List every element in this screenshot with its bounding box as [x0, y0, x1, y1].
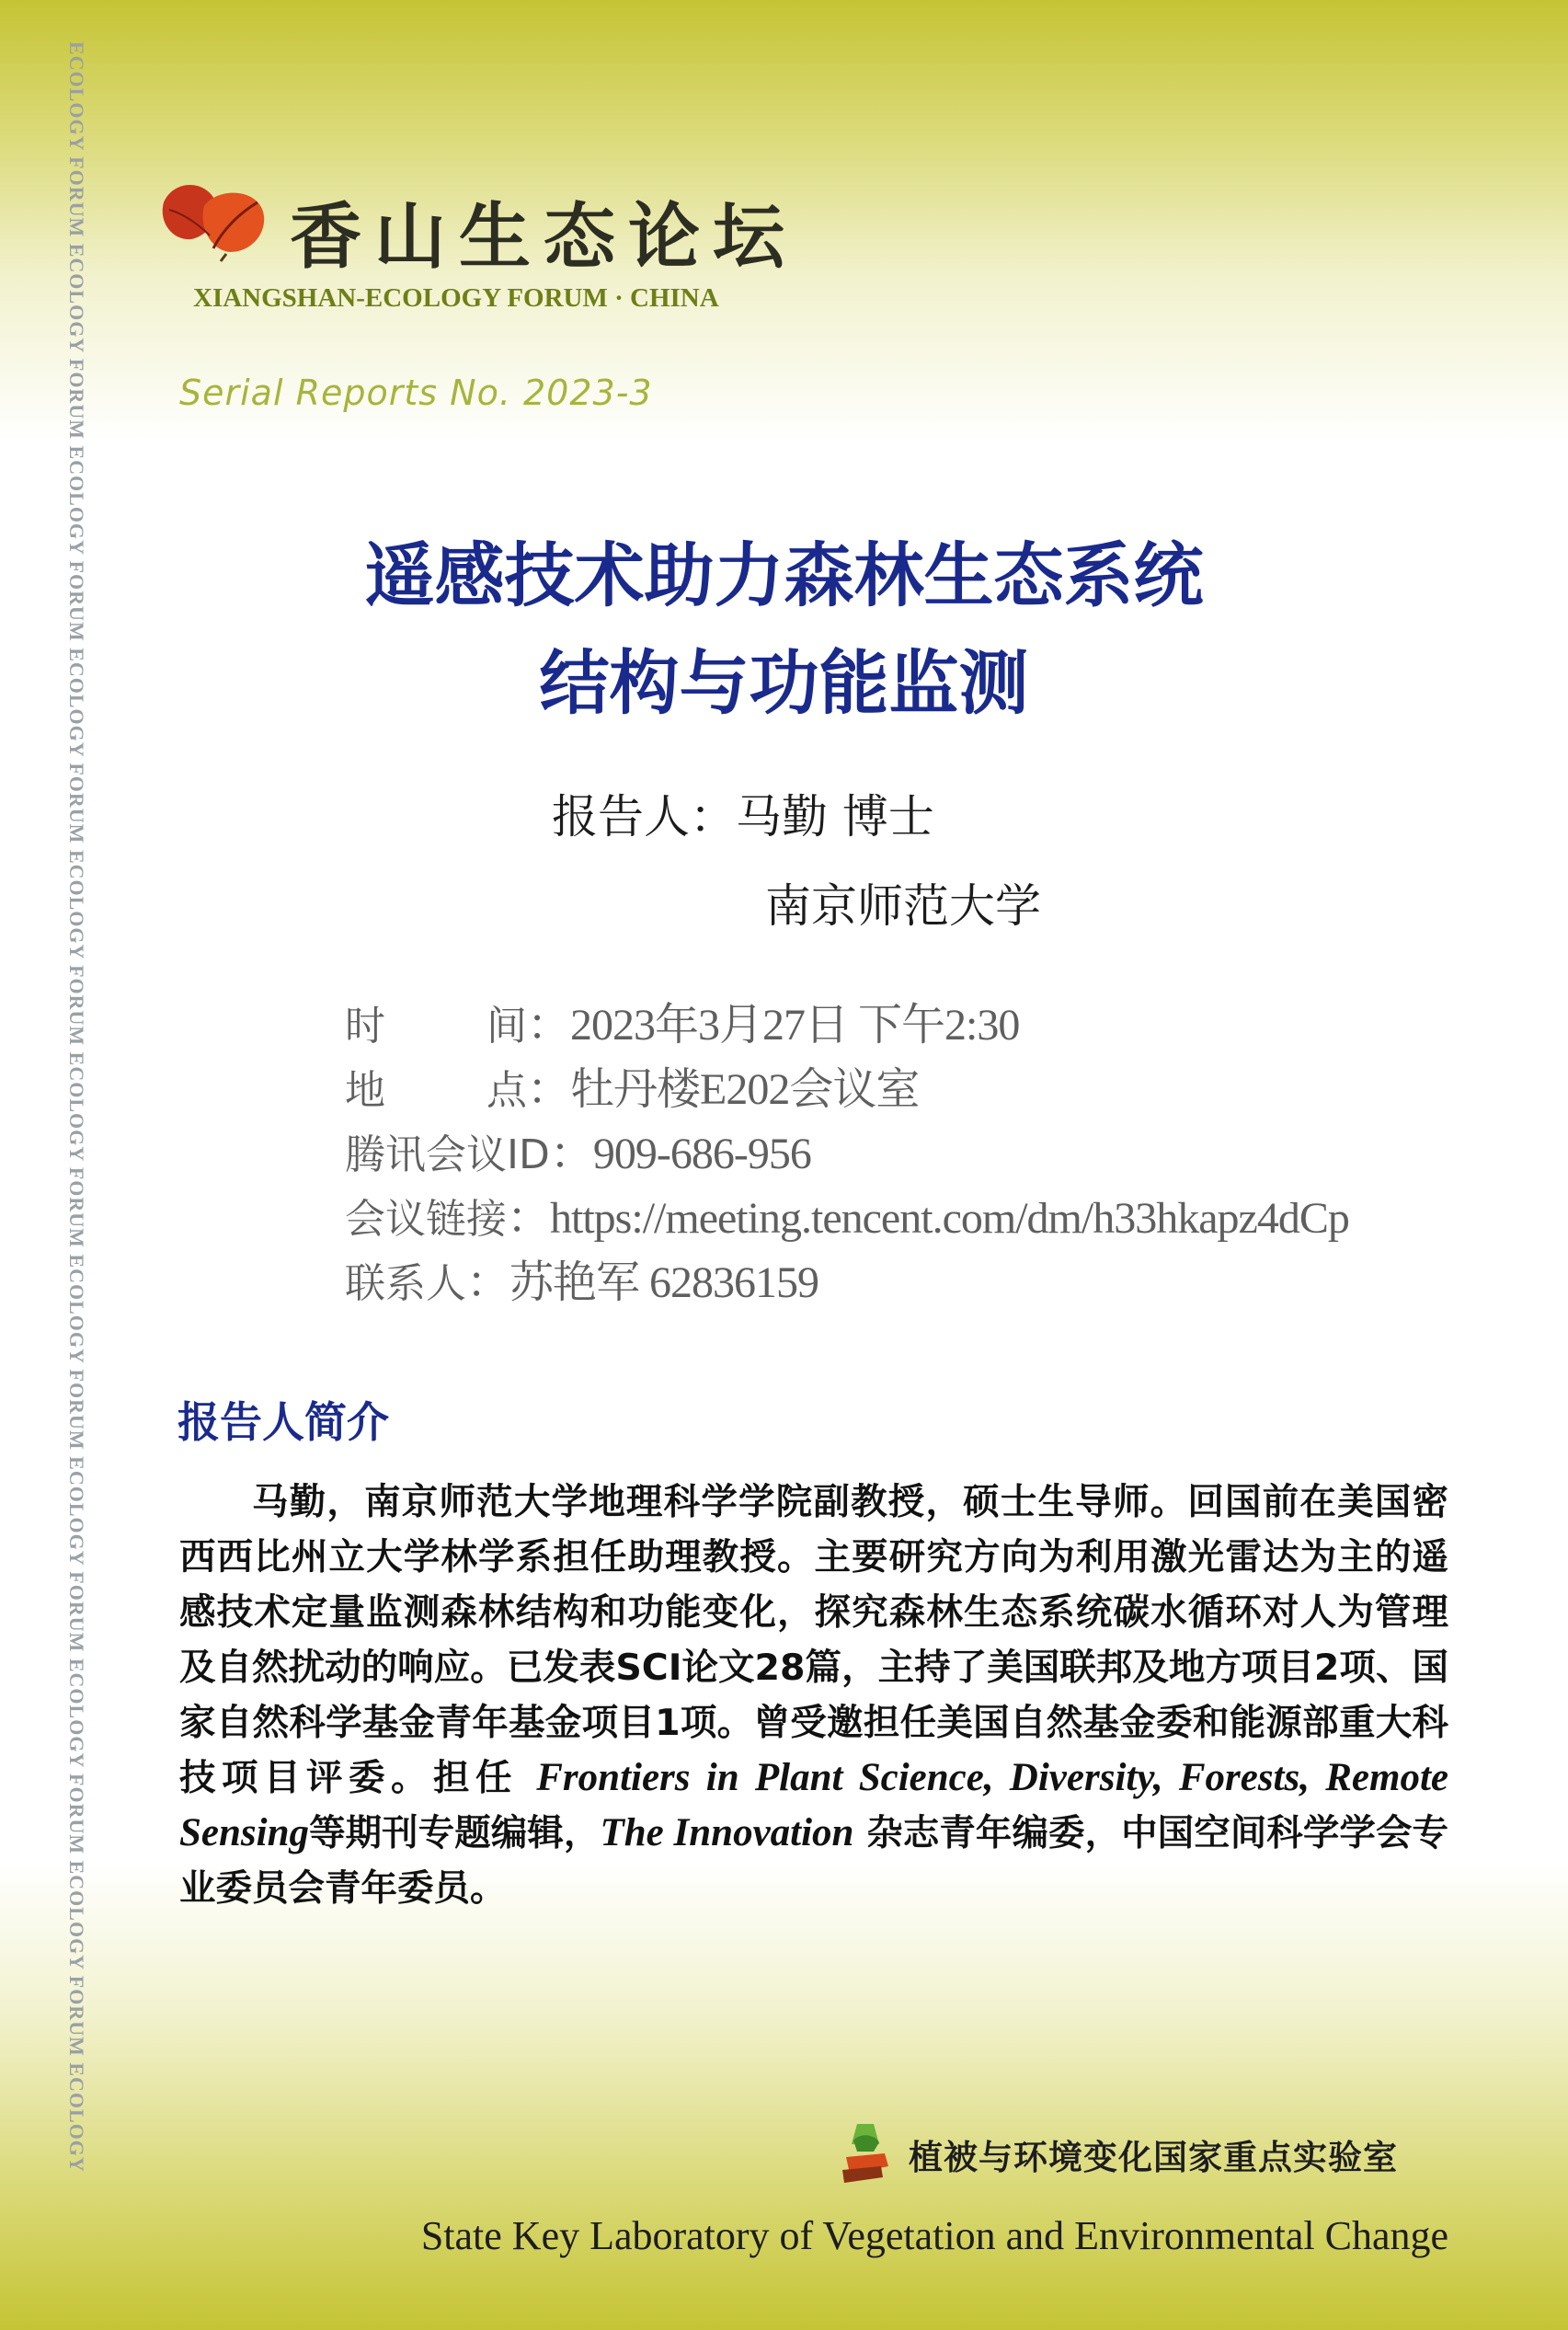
info-value: ：https://meeting.tencent.com/dm/h33hkapz4dCp	[507, 1194, 1349, 1243]
info-value: ：苏艳军 62836159	[466, 1258, 819, 1307]
info-label: 会议链接	[345, 1196, 507, 1243]
info-value: ：2023年3月27日 下午2:30	[527, 1001, 1020, 1050]
talk-title-line1: 遥感技术助力森林生态系统	[364, 534, 1204, 616]
lab-name-chinese: 植被与环境变化国家重点实验室	[909, 2138, 1398, 2177]
logo-subtitle: XIANGSHAN-ECOLOGY FORUM · CHINA	[193, 283, 719, 313]
bio-text	[179, 1475, 1448, 1916]
speaker-affiliation: 南京师范大学	[765, 879, 1041, 933]
side-text: ECOLOGY FORUM ECOLOGY FORUM ECOLOGY FORUM ECOLOGY FORUM ECOLOGY FORUM ECOLOGY FORUM ECOLOGY FORUM ECOLOGY FORUM ECOLOGY FORUM ECOLOGY FORUM ECOLOGY	[65, 41, 88, 2173]
bio-text-b: 等期刊专题编辑，	[309, 1812, 601, 1854]
talk-title-line2: 结构与功能监测	[539, 642, 1029, 724]
serial-report-number: Serial Reports No. 2023-3	[179, 373, 653, 413]
lab-name-english: State Key Laboratory of Vegetation and Environmental Change	[420, 2213, 1448, 2258]
info-label: 地点	[345, 1067, 527, 1114]
info-time	[345, 989, 1349, 1053]
info-contact	[345, 1246, 1349, 1311]
side-ecology-forum-strip	[53, 41, 90, 2295]
event-info	[345, 989, 1349, 1311]
info-label: 腾讯会议ID	[345, 1131, 550, 1178]
info-label: 联系人	[345, 1260, 466, 1307]
lab-emblem-icon	[837, 2120, 894, 2185]
bio-text-a: 马勤，南京师范大学地理科学学院副教授，硕士生导师。回国前在美国密西西比州立大学林学系担任助理教授。主要研究方向为利用激光雷达为主的遥感技术定量监测森林结构和功能变化，探究森林生态系统碳水循环对人为管理及自然扰动的响应。已发表SCI论文28篇，主持了美国联邦及地方项目2项、国家自然科学基金青年基金项目1项。曾受邀担任美国自然基金委和能源部重大科技项目评委。担任	[179, 1481, 1448, 1799]
bio-journal-innovation: The Innovation	[600, 1811, 854, 1854]
bio-journals: Frontiers in Plant Science, Diversity, Forests, Remote Sensing	[179, 1756, 1448, 1854]
info-meeting-link	[345, 1182, 1349, 1246]
info-value: ：牡丹楼E202会议室	[527, 1065, 920, 1114]
info-place	[345, 1053, 1349, 1118]
red-leaf-icon	[156, 175, 271, 262]
info-value: ：909-686-956	[549, 1130, 811, 1178]
bio-heading: 报告人简介	[177, 1397, 389, 1447]
logo-title: 香山生态论坛	[290, 195, 798, 279]
info-meeting-id	[345, 1118, 1349, 1182]
bio-text-c: 杂志青年编委，中国空间科学学会专业委员会青年委员。	[179, 1812, 1448, 1910]
info-label: 时间	[345, 1003, 527, 1050]
speaker: 报告人：马勤 博士	[552, 790, 934, 844]
